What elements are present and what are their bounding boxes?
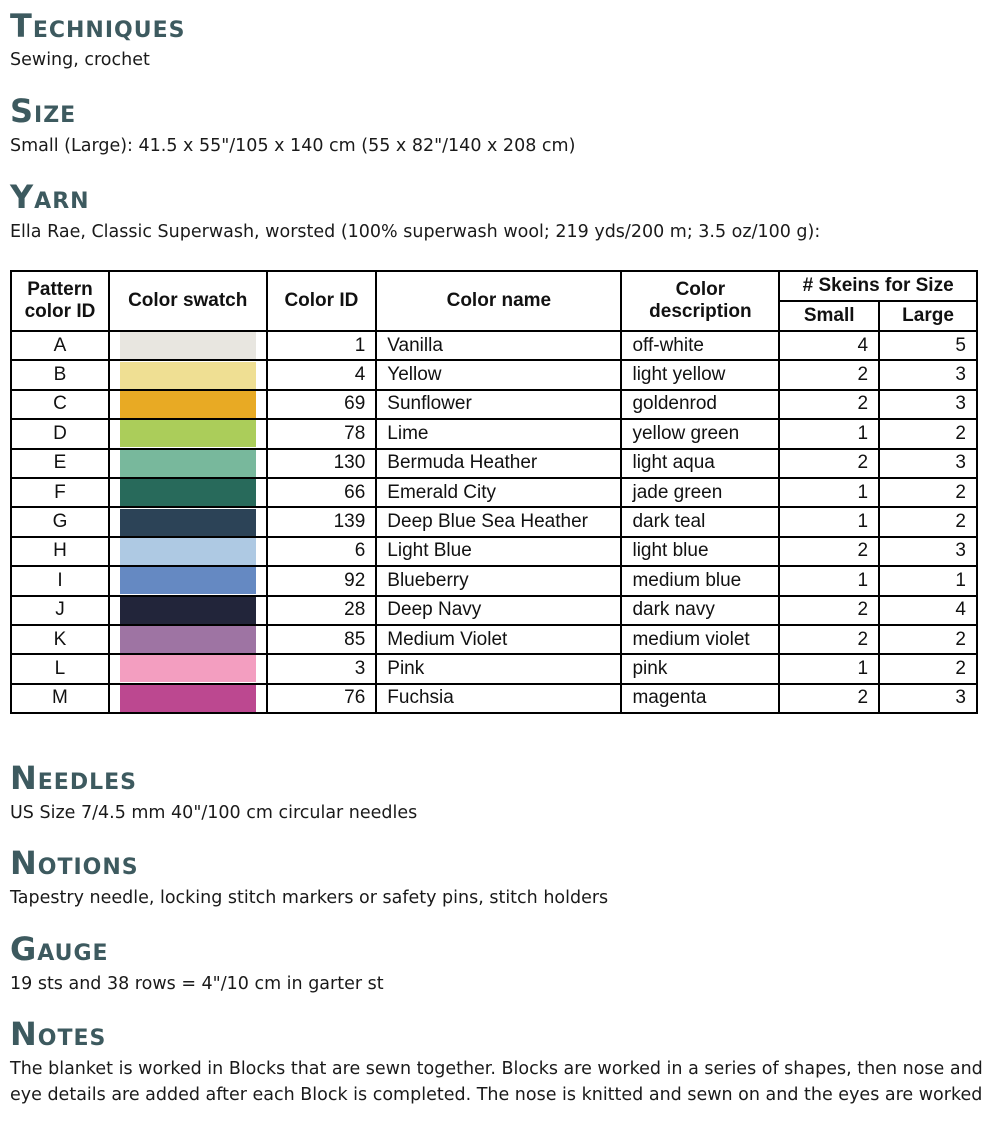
yarn-color-table	[10, 270, 978, 714]
pattern-color-id-cell: D	[11, 419, 109, 448]
color-swatch	[120, 538, 256, 565]
header-small: Small	[779, 301, 879, 331]
color-swatch	[120, 479, 256, 506]
table-row	[11, 537, 977, 566]
color-swatch-cell	[109, 390, 267, 419]
color-swatch-cell	[109, 507, 267, 536]
color-swatch	[120, 420, 256, 447]
color-name-cell: Pink	[376, 654, 621, 683]
notes-heading: Notes	[10, 1015, 107, 1053]
color-description-cell: medium blue	[621, 566, 779, 595]
color-name-cell: Light Blue	[376, 537, 621, 566]
skeins-large-cell: 2	[879, 478, 977, 507]
skeins-small-cell: 2	[779, 449, 879, 478]
techniques-text: Sewing, crochet	[10, 50, 150, 70]
color-id-cell: 66	[267, 478, 377, 507]
skeins-small-cell: 1	[779, 478, 879, 507]
color-swatch	[120, 567, 256, 594]
yarn-text: Ella Rae, Classic Superwash, worsted (100% superwash wool; 219 yds/200 m; 3.5 oz/100 g):	[10, 222, 821, 242]
pattern-color-id-cell: C	[11, 390, 109, 419]
color-description-cell: light aqua	[621, 449, 779, 478]
table-row	[11, 507, 977, 536]
color-swatch	[120, 450, 256, 477]
color-description-cell: medium violet	[621, 625, 779, 654]
pattern-color-id-cell: E	[11, 449, 109, 478]
color-name-cell: Lime	[376, 419, 621, 448]
color-description-cell: dark navy	[621, 596, 779, 625]
color-id-cell: 139	[267, 507, 377, 536]
color-swatch-cell	[109, 566, 267, 595]
table-row	[11, 625, 977, 654]
pattern-color-id-cell: I	[11, 566, 109, 595]
color-swatch-cell	[109, 331, 267, 360]
gauge-heading: Gauge	[10, 930, 109, 968]
skeins-large-cell: 3	[879, 537, 977, 566]
skeins-small-cell: 1	[779, 507, 879, 536]
yarn-heading: Yarn	[10, 178, 90, 216]
color-id-cell: 69	[267, 390, 377, 419]
skeins-small-cell: 2	[779, 537, 879, 566]
color-swatch-cell	[109, 419, 267, 448]
color-description-cell: jade green	[621, 478, 779, 507]
skeins-small-cell: 2	[779, 684, 879, 713]
color-swatch-cell	[109, 478, 267, 507]
color-description-cell: yellow green	[621, 419, 779, 448]
size-heading: Size	[10, 92, 77, 130]
color-description-cell: pink	[621, 654, 779, 683]
table-row	[11, 449, 977, 478]
pattern-color-id-cell: B	[11, 360, 109, 389]
pattern-color-id-cell: F	[11, 478, 109, 507]
notions-heading: Notions	[10, 844, 139, 882]
skeins-large-cell: 4	[879, 596, 977, 625]
color-swatch-cell	[109, 684, 267, 713]
color-id-cell: 3	[267, 654, 377, 683]
color-name-cell: Medium Violet	[376, 625, 621, 654]
color-name-cell: Emerald City	[376, 478, 621, 507]
skeins-small-cell: 2	[779, 625, 879, 654]
color-swatch	[120, 362, 256, 389]
table-row	[11, 419, 977, 448]
pattern-color-id-cell: H	[11, 537, 109, 566]
color-description-cell: dark teal	[621, 507, 779, 536]
skeins-large-cell: 3	[879, 684, 977, 713]
skeins-small-cell: 1	[779, 654, 879, 683]
color-id-cell: 78	[267, 419, 377, 448]
table-row	[11, 596, 977, 625]
needles-heading: Needles	[10, 759, 137, 797]
header-skeins-for-size: # Skeins for Size	[779, 271, 977, 301]
header-color-name: Color name	[376, 271, 621, 331]
table-body	[11, 331, 977, 713]
table-header-row	[11, 271, 977, 301]
color-id-cell: 6	[267, 537, 377, 566]
color-description-cell: magenta	[621, 684, 779, 713]
header-pattern-color-id: Pattern color ID	[11, 271, 109, 331]
skeins-large-cell: 2	[879, 507, 977, 536]
color-swatch-cell	[109, 596, 267, 625]
color-id-cell: 1	[267, 331, 377, 360]
color-id-cell: 76	[267, 684, 377, 713]
color-id-cell: 28	[267, 596, 377, 625]
skeins-large-cell: 3	[879, 449, 977, 478]
skeins-small-cell: 1	[779, 419, 879, 448]
header-color-id: Color ID	[267, 271, 377, 331]
pattern-color-id-cell: M	[11, 684, 109, 713]
skeins-small-cell: 1	[779, 566, 879, 595]
skeins-large-cell: 2	[879, 419, 977, 448]
table-row	[11, 331, 977, 360]
skeins-large-cell: 5	[879, 331, 977, 360]
color-name-cell: Deep Navy	[376, 596, 621, 625]
table-row	[11, 684, 977, 713]
skeins-large-cell: 3	[879, 360, 977, 389]
color-swatch	[120, 391, 256, 418]
techniques-heading: Techniques	[10, 7, 186, 45]
color-description-cell: goldenrod	[621, 390, 779, 419]
color-name-cell: Sunflower	[376, 390, 621, 419]
skeins-small-cell: 2	[779, 360, 879, 389]
skeins-large-cell: 3	[879, 390, 977, 419]
color-name-cell: Vanilla	[376, 331, 621, 360]
color-name-cell: Yellow	[376, 360, 621, 389]
table-row	[11, 360, 977, 389]
color-id-cell: 92	[267, 566, 377, 595]
header-color-swatch: Color swatch	[109, 271, 267, 331]
color-swatch-cell	[109, 537, 267, 566]
color-name-cell: Fuchsia	[376, 684, 621, 713]
table-row	[11, 478, 977, 507]
pattern-color-id-cell: K	[11, 625, 109, 654]
notions-text: Tapestry needle, locking stitch markers or safety pins, stitch holders	[10, 888, 609, 908]
color-description-cell: light yellow	[621, 360, 779, 389]
pattern-color-id-cell: L	[11, 654, 109, 683]
color-swatch-cell	[109, 360, 267, 389]
color-name-cell: Deep Blue Sea Heather	[376, 507, 621, 536]
color-name-cell: Bermuda Heather	[376, 449, 621, 478]
skeins-large-cell: 1	[879, 566, 977, 595]
color-swatch	[120, 626, 256, 653]
pattern-color-id-cell: J	[11, 596, 109, 625]
color-swatch-cell	[109, 654, 267, 683]
color-name-cell: Blueberry	[376, 566, 621, 595]
size-text: Small (Large): 41.5 x 55"/105 x 140 cm (55 x 82"/140 x 208 cm)	[10, 136, 576, 156]
color-id-cell: 4	[267, 360, 377, 389]
needles-text: US Size 7/4.5 mm 40"/100 cm circular needles	[10, 803, 418, 823]
color-swatch-cell	[109, 449, 267, 478]
skeins-large-cell: 2	[879, 654, 977, 683]
skeins-small-cell: 2	[779, 596, 879, 625]
header-color-description: Color description	[621, 271, 779, 331]
color-swatch	[120, 655, 256, 682]
pattern-color-id-cell: G	[11, 507, 109, 536]
color-description-cell: off-white	[621, 331, 779, 360]
table-row	[11, 654, 977, 683]
color-id-cell: 130	[267, 449, 377, 478]
color-swatch	[120, 332, 256, 359]
skeins-small-cell: 2	[779, 390, 879, 419]
table-row	[11, 566, 977, 595]
pattern-color-id-cell: A	[11, 331, 109, 360]
color-swatch	[120, 685, 256, 712]
skeins-small-cell: 4	[779, 331, 879, 360]
color-id-cell: 85	[267, 625, 377, 654]
color-swatch	[120, 509, 256, 536]
color-swatch-cell	[109, 625, 267, 654]
table-row	[11, 390, 977, 419]
color-swatch	[120, 597, 256, 624]
skeins-large-cell: 2	[879, 625, 977, 654]
gauge-text: 19 sts and 38 rows = 4"/10 cm in garter st	[10, 974, 384, 994]
notes-text: The blanket is worked in Blocks that are sewn together. Blocks are worked in a series of shapes, then nose and eye details are added after each Block is completed. The nose is knitted and sewn on and the eyes are worked	[10, 1059, 983, 1105]
header-large: Large	[879, 301, 977, 331]
color-description-cell: light blue	[621, 537, 779, 566]
